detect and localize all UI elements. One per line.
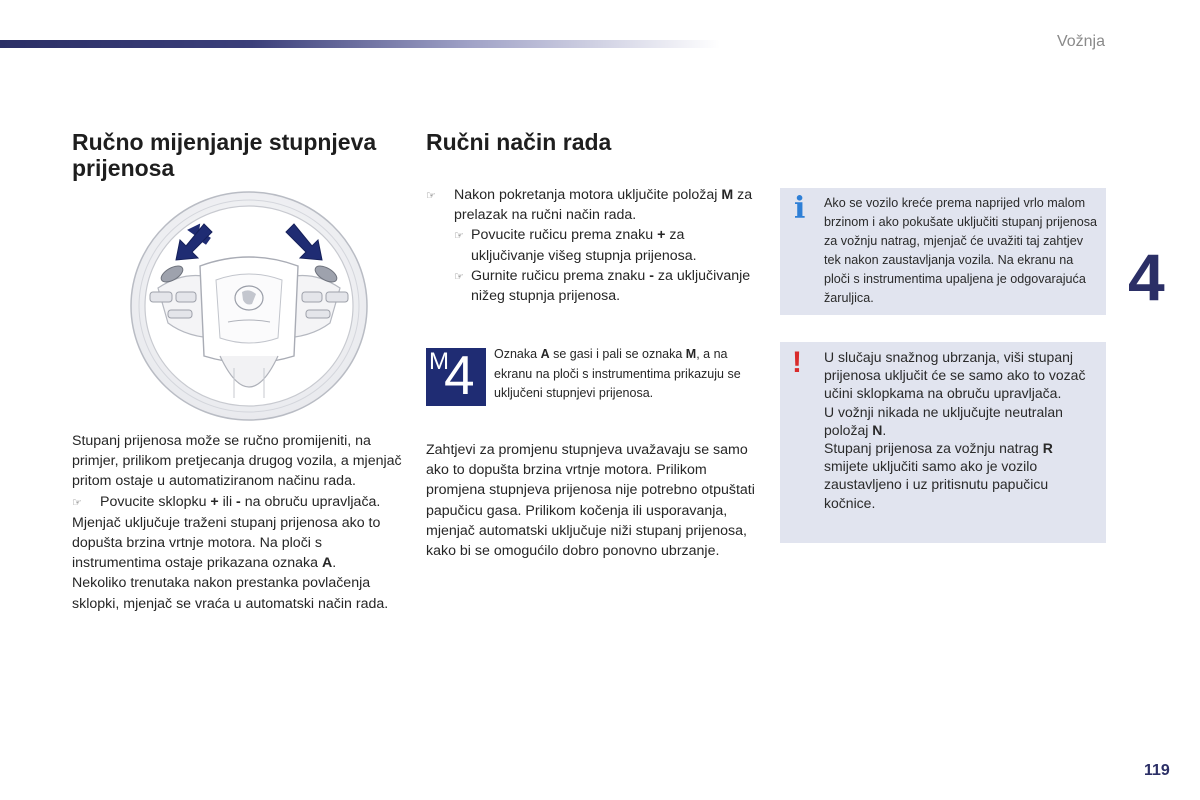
warning-panel-text (824, 348, 1098, 512)
middle-para: Zahtjevi za promjenu stupnjeva uvažavaju se samo ako to dopušta brzina vrtnje motora. Prilikom promjena stupnjeva prijenosa nije potrebno otpuštati papučicu gasa. Prilikom kočenja ili usporavanja, mjenjač automatski uključuje niži stupanj prijenosa, kako bi se omogućilo dobro ponovno ubrzanje. (426, 442, 755, 560)
indicator-note: Oznaka A se gasi i pali se oznaka M, a na ekranu na ploči s instrumentima prikazuju se uključeni stupnjevi prijenosa. (494, 347, 741, 400)
page-number: 119 (1144, 762, 1170, 779)
hand-pointer-icon: ☞ (454, 230, 464, 243)
section-title: Vožnja (1056, 33, 1105, 50)
info-panel (780, 188, 1106, 315)
gear-indicator-m4-icon: M 4 (426, 348, 486, 406)
left-bullet-text: Povucite sklopku + ili - na obruču upravljača. (100, 493, 381, 510)
warning-icon: ! (792, 346, 802, 379)
warning-panel (780, 342, 1106, 543)
hand-pointer-icon: ☞ (454, 270, 464, 283)
warning-line-1: U slučaju snažnog ubrzanja, viši stupanj prijenosa uključit će se samo ako to vozač učini sklopkama na obruču upravljača. (824, 349, 1086, 402)
middle-heading: Ručni način rada (426, 129, 612, 155)
left-para-2: Mjenjač uključuje traženi stupanj prijenosa ako to dopušta brzina vrtnje motora. Na ploči s instrumentima ostaje prikazana oznaka A. (72, 514, 381, 572)
middle-sub-text-1: Povucite ručicu prema znaku + za uključivanje višeg stupnja prijenosa. (471, 227, 697, 264)
chapter-number: 4 (1128, 240, 1165, 314)
left-para-1: Stupanj prijenosa može se ručno promijeniti, na primjer, prilikom pretjecanja drugog vozila, a mjenjač pritom ostaje u automatiziranom načinu rada. (72, 433, 402, 490)
middle-bullets (426, 185, 761, 306)
middle-bullet-1 (426, 185, 761, 225)
info-panel-text: Ako se vozilo kreće prema naprijed vrlo malom brzinom i ako pokušate uključiti stupanj prijenosa za vožnju natrag, mjenjač će uvažiti taj zahtjev tek nakon zaustavljanja vozila. Na ekranu na ploči s instrumentima upaljena je odgovarajuća žaruljica. (824, 196, 1098, 305)
middle-sub-bullet-1 (426, 225, 761, 265)
steering-wheel-illustration (128, 188, 370, 424)
left-bullet-1 (72, 492, 407, 513)
hand-pointer-icon: ☞ (426, 190, 436, 202)
middle-bullet-text: Nakon pokretanja motora uključite položaj M za prelazak na ručni način rada. (454, 187, 753, 224)
middle-sub-text-2: Gurnite ručicu prema znaku - za uključivanje nižeg stupnja prijenosa. (471, 267, 751, 305)
left-body (72, 431, 407, 614)
warning-line-3: Stupanj prijenosa za vožnju natrag R smijete uključiti samo ako je vozilo zaustavljeno i uz pritisnutu papučicu kočnice. (824, 440, 1053, 511)
left-para-3: Nekoliko trenutaka nakon prestanka povlačenja sklopki, mjenjač se vraća u automatski način rada. (72, 575, 389, 612)
info-icon: i (794, 191, 806, 226)
warning-line-2: U vožnji nikada ne uključujte neutralan položaj N. (824, 403, 1063, 438)
middle-sub-bullet-2 (426, 266, 761, 306)
header-gradient-bar (0, 40, 720, 48)
hand-pointer-icon: ☞ (72, 496, 82, 509)
left-heading: Ručno mijenjanje stupnjeva prijenosa (72, 129, 377, 181)
